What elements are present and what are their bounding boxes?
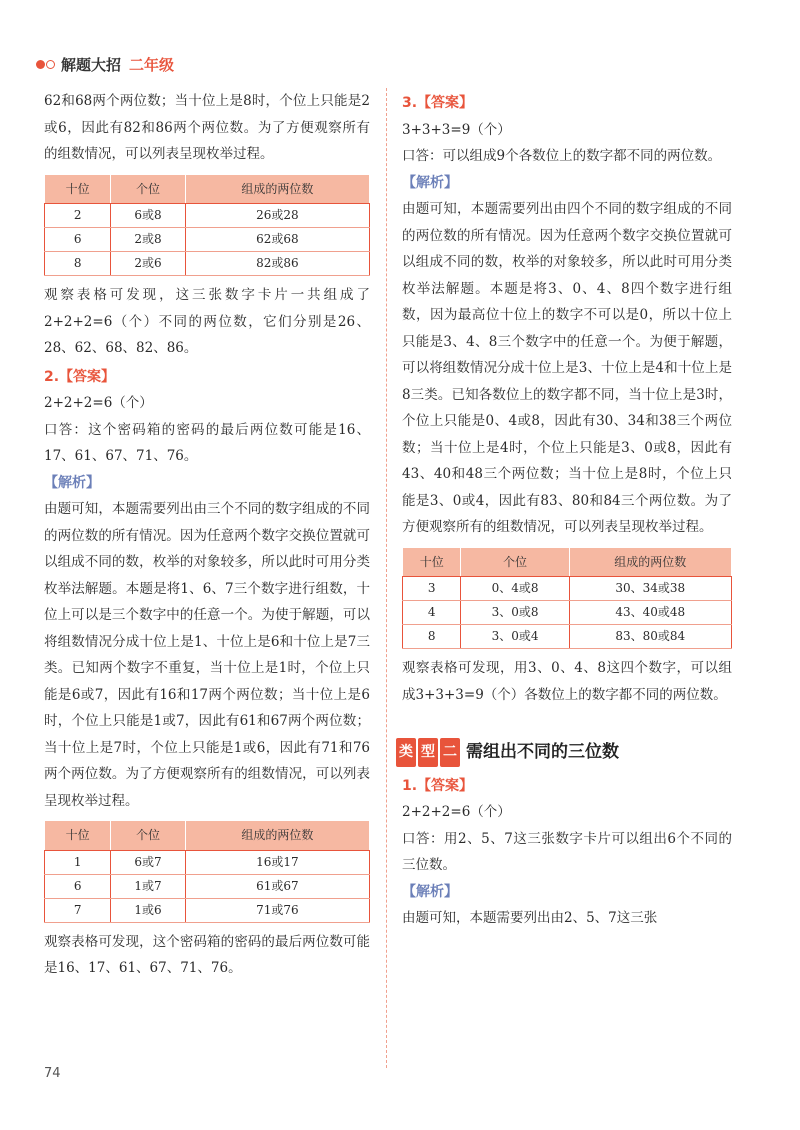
table-1	[44, 174, 370, 277]
header-title: 解题大招	[61, 56, 122, 74]
type-tag: 二	[440, 738, 460, 767]
table-row	[45, 204, 370, 228]
table-header-cell: 组成的两位数	[185, 174, 369, 204]
column-divider	[386, 88, 387, 1068]
type-tag: 型	[418, 738, 438, 767]
analysis-3: 由题可知，本题需要列出由四个不同的数字组成的不同的两位数的所有情况。因为任意两个数字交换位置就可以组成不同的数，枚举的对象较多，所以此时可用分类枚举法解题。本题是将3、0、4、8四个数字进行组数，因为最高位十位上的数字不可以是0，所以十位上只能是3、4、8三个数字中的任意一个。为便于解题，可以将组数情况分成十位上是3、十位上是4和十位上是8三类。已知各数位上的数字都不同，当十位上是3时，个位上只能是0、4或8，因此有30、34和38三个两位数；当十位上是4时，个位上只能是3、0或8，因此有43、40和48三个两位数；当十位上是8时，个位上只能是3、0或4，因此有83、80和84三个两位数。为了方便观察所有的组数情况，可以列表呈现枚举过程。	[402, 201, 732, 535]
table-cell: 2或6	[111, 252, 185, 276]
table-row	[45, 874, 370, 898]
reply-2: 口答：这个密码箱的密码的最后两位数可能是16、17、61、67、71、76。	[44, 421, 370, 464]
analysis-heading-t2-1: 【解析】	[402, 883, 458, 900]
reply-t2-1: 口答：用2、5、7这三张数字卡片可以组出6个不同的三位数。	[402, 830, 732, 873]
table-cell: 83、80或84	[569, 625, 731, 649]
table-row	[403, 601, 732, 625]
table-cell: 6	[45, 228, 111, 252]
analysis-heading-2: 【解析】	[44, 474, 100, 491]
table-cell: 30、34或38	[569, 577, 731, 601]
table-header-cell: 组成的两位数	[185, 821, 369, 851]
observation-1: 观察表格可发现，这三张数字卡片一共组成了2+2+2=6（个）不同的两位数，它们分别是26、28、62、68、82、86。	[44, 287, 370, 356]
analysis-t2-1: 由题可知，本题需要列出由2、5、7这三张	[402, 910, 658, 926]
table-cell: 43、40或48	[569, 601, 731, 625]
type-tag: 类	[396, 738, 416, 767]
table-header-cell: 十位	[45, 174, 111, 204]
table-2-header	[45, 821, 370, 851]
formula-2: 2+2+2=6（个）	[44, 395, 153, 411]
table-cell: 61或67	[185, 874, 369, 898]
formula-t2-1: 2+2+2=6（个）	[402, 804, 511, 820]
table-row	[45, 228, 370, 252]
table-cell: 6或7	[111, 850, 185, 874]
table-2	[44, 820, 370, 923]
intro-paragraph: 62和68两个两位数；当十位上是8时，个位上只能是2或6，因此有82和86两个两位数。为了方便观察所有的组数情况，可以列表呈现枚举过程。	[44, 93, 370, 162]
formula-3: 3+3+3=9（个）	[402, 121, 511, 138]
table-3-header	[403, 547, 732, 577]
table-3	[402, 547, 732, 650]
table-row	[45, 898, 370, 922]
table-row	[45, 850, 370, 874]
table-row	[403, 577, 732, 601]
table-cell: 2或8	[111, 228, 185, 252]
reply-3: 口答：可以组成9个各数位上的数字都不同的两位数。	[402, 148, 722, 164]
table-cell: 16或17	[185, 850, 369, 874]
table-cell: 1或7	[111, 874, 185, 898]
table-header-cell: 十位	[45, 821, 111, 851]
left-column	[44, 88, 370, 982]
table-cell: 71或76	[185, 898, 369, 922]
section-type-title: 需组出不同的三位数	[466, 742, 619, 762]
right-column	[399, 88, 732, 932]
header-dots-icon	[36, 60, 55, 69]
table-cell: 8	[403, 625, 461, 649]
table-cell: 3、0或4	[461, 625, 569, 649]
table-cell: 2	[45, 204, 111, 228]
table-1-header	[45, 174, 370, 204]
table-header-cell: 个位	[111, 174, 185, 204]
table-cell: 1或6	[111, 898, 185, 922]
table-cell: 1	[45, 850, 111, 874]
analysis-2: 由题可知，本题需要列出由三个不同的数字组成的不同的两位数的所有情况。因为任意两个数字交换位置就可以组成不同的数，枚举的对象较多，所以此时可用分类枚举法解题。本题是将1、6、7三个数字进行组数，十位上可以是三个数字中的任意一个。为使于解题，可以将组数情况分成十位上是1、十位上是6和十位上是7三类。已知两个数字不重复，当十位上是1时，个位上只能是6或7，因此有16和17两个两位数；当十位上是6时，个位上只能是1或7，因此有61和67两个两位数；当十位上是7时，个位上只能是1或6，因此有71和76两个两位数。为了方便观察所有的组数情况，可以列表呈现枚举过程。	[44, 501, 370, 809]
table-cell: 0、4或8	[461, 577, 569, 601]
table-header-cell: 十位	[403, 547, 461, 577]
answer-heading-2: 2.【答案】	[44, 368, 116, 385]
table-cell: 6或8	[111, 204, 185, 228]
table-cell: 82或86	[185, 252, 369, 276]
observation-2: 观察表格可发现，这个密码箱的密码的最后两位数可能是16、17、61、67、71、76。	[44, 933, 370, 976]
table-cell: 6	[45, 874, 111, 898]
analysis-heading-3: 【解析】	[402, 174, 458, 191]
answer-heading-3: 3.【答案】	[402, 95, 474, 111]
page-header	[36, 54, 174, 75]
table-cell: 62或68	[185, 228, 369, 252]
table-header-cell: 组成的两位数	[569, 547, 731, 577]
table-cell: 7	[45, 898, 111, 922]
answer-heading-t2-1: 1.【答案】	[402, 777, 474, 794]
header-grade: 二年级	[129, 56, 175, 74]
table-cell: 4	[403, 601, 461, 625]
table-cell: 3	[403, 577, 461, 601]
table-header-cell: 个位	[461, 547, 569, 577]
table-row	[403, 625, 732, 649]
table-cell: 3、0或8	[461, 601, 569, 625]
page-number: 74	[44, 1066, 61, 1081]
table-row	[45, 252, 370, 276]
section-type-heading	[396, 738, 732, 767]
table-cell: 26或28	[185, 204, 369, 228]
table-header-cell: 个位	[111, 821, 185, 851]
table-cell: 8	[45, 252, 111, 276]
observation-3: 观察表格可发现，用3、0、4、8这四个数字，可以组成3+3+3=9（个）各数位上的数字都不同的两位数。	[402, 660, 732, 703]
